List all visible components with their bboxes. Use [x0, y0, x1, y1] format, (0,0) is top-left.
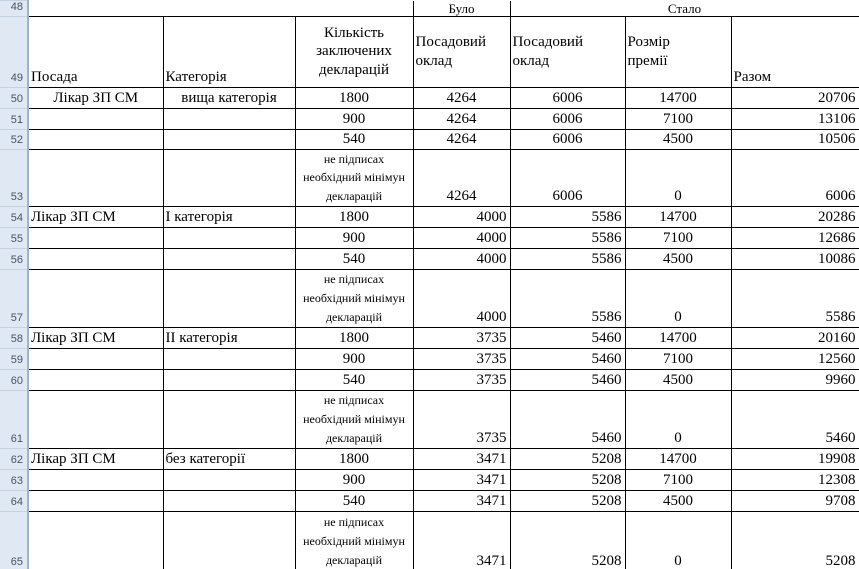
cell-razom[interactable]: 5586 — [731, 269, 859, 327]
row-header[interactable]: 55 — [0, 227, 28, 248]
cell-razom[interactable]: 12308 — [731, 469, 859, 490]
cell-bulo-oklad[interactable]: 4000 — [413, 206, 510, 227]
cell-premia[interactable]: 4500 — [625, 129, 731, 149]
cell-bulo-oklad[interactable]: 3735 — [413, 390, 510, 448]
cell-kategoria[interactable] — [163, 369, 295, 390]
cell-razom[interactable]: 20286 — [731, 206, 859, 227]
cell-kategoria[interactable]: без категорії — [163, 448, 295, 469]
cell-declarations[interactable]: 900 — [295, 348, 413, 369]
cell-razom[interactable]: 9708 — [731, 490, 859, 511]
cell-bulo-oklad[interactable]: 3471 — [413, 511, 510, 569]
cell-premia[interactable]: 7100 — [625, 227, 731, 248]
cell-kategoria[interactable] — [163, 390, 295, 448]
row-header[interactable]: 56 — [0, 248, 28, 269]
cell-declarations[interactable]: не підписах необхідний мінімун декларацій — [295, 269, 413, 327]
cell-bulo-oklad[interactable]: 3471 — [413, 490, 510, 511]
cell-kategoria[interactable] — [163, 129, 295, 149]
cell-razom[interactable]: 10506 — [731, 129, 859, 149]
cell-declarations[interactable]: 1800 — [295, 87, 413, 108]
cell-stalo-oklad[interactable]: 5586 — [510, 227, 625, 248]
cell-bulo-oklad[interactable]: 3735 — [413, 327, 510, 348]
cell-stalo-oklad[interactable]: 5208 — [510, 511, 625, 569]
cell-premia[interactable]: 0 — [625, 149, 731, 206]
cell-posada[interactable] — [28, 390, 163, 448]
cell-posada[interactable]: Лікар ЗП СМ — [28, 327, 163, 348]
cell-razom[interactable]: 20706 — [731, 87, 859, 108]
cell-razom[interactable]: 20160 — [731, 327, 859, 348]
cell-razom[interactable]: 19908 — [731, 448, 859, 469]
cell-razom[interactable]: 9960 — [731, 369, 859, 390]
cell-premia[interactable]: 14700 — [625, 206, 731, 227]
cell-kategoria[interactable] — [163, 108, 295, 129]
row-header[interactable]: 61 — [0, 390, 28, 448]
row-header[interactable]: 64 — [0, 490, 28, 511]
cell-posada[interactable]: Лікар ЗП СМ — [28, 87, 163, 108]
cell-stalo-oklad[interactable]: 5208 — [510, 469, 625, 490]
cell-stalo-oklad[interactable]: 5460 — [510, 327, 625, 348]
cell-premia[interactable]: 0 — [625, 390, 731, 448]
row-header[interactable]: 53 — [0, 149, 28, 206]
group-header-bulo[interactable]: Було — [413, 1, 510, 17]
cell-kategoria[interactable] — [163, 227, 295, 248]
cell-premia[interactable]: 4500 — [625, 248, 731, 269]
cell-declarations[interactable]: 900 — [295, 469, 413, 490]
cell-declarations[interactable]: 900 — [295, 108, 413, 129]
cell-declarations[interactable]: не підписах необхідний мінімун декларацій — [295, 149, 413, 206]
cell-stalo-oklad[interactable]: 5460 — [510, 348, 625, 369]
cell-kategoria[interactable] — [163, 348, 295, 369]
cell-razom[interactable]: 10086 — [731, 248, 859, 269]
cell-kategoria[interactable]: вища категорія — [163, 87, 295, 108]
cell-posada[interactable] — [28, 269, 163, 327]
row-header[interactable]: 65 — [0, 511, 28, 569]
cell-bulo-oklad[interactable]: 4264 — [413, 129, 510, 149]
cell-declarations[interactable]: не підписах необхідний мінімун декларацій — [295, 511, 413, 569]
cell-declarations[interactable]: 540 — [295, 248, 413, 269]
cell-premia[interactable]: 0 — [625, 269, 731, 327]
cell-posada[interactable] — [28, 108, 163, 129]
cell-stalo-oklad[interactable]: 5208 — [510, 448, 625, 469]
cell-premia[interactable]: 7100 — [625, 108, 731, 129]
cell-stalo-oklad[interactable]: 5586 — [510, 269, 625, 327]
cell-razom[interactable]: 6006 — [731, 149, 859, 206]
cell-posada[interactable] — [28, 227, 163, 248]
cell-posada[interactable] — [28, 511, 163, 569]
cell-bulo-oklad[interactable]: 4000 — [413, 269, 510, 327]
cell-bulo-oklad[interactable]: 4000 — [413, 227, 510, 248]
col-header-premia[interactable]: Розмір премії — [625, 16, 731, 87]
row-header[interactable]: 48 — [0, 1, 28, 17]
cell-premia[interactable]: 14700 — [625, 87, 731, 108]
cell-kategoria[interactable] — [163, 490, 295, 511]
cell-razom[interactable]: 5460 — [731, 390, 859, 448]
cell-premia[interactable]: 14700 — [625, 448, 731, 469]
cell-razom[interactable]: 12560 — [731, 348, 859, 369]
cell-bulo-oklad[interactable]: 3471 — [413, 469, 510, 490]
cell-bulo-oklad[interactable]: 4264 — [413, 149, 510, 206]
cell-kategoria[interactable]: І категорія — [163, 206, 295, 227]
cell-stalo-oklad[interactable]: 6006 — [510, 149, 625, 206]
cell-posada[interactable] — [28, 129, 163, 149]
cell-stalo-oklad[interactable]: 5460 — [510, 369, 625, 390]
row-header[interactable]: 50 — [0, 87, 28, 108]
cell-bulo-oklad[interactable]: 4264 — [413, 87, 510, 108]
cell-premia[interactable]: 4500 — [625, 490, 731, 511]
cell-bulo-oklad[interactable]: 3735 — [413, 369, 510, 390]
cell-posada[interactable]: Лікар ЗП СМ — [28, 448, 163, 469]
col-header-stalo-oklad[interactable]: Посадовий оклад — [510, 16, 625, 87]
row-header[interactable]: 59 — [0, 348, 28, 369]
cell-posada[interactable] — [28, 149, 163, 206]
cell-premia[interactable]: 7100 — [625, 469, 731, 490]
row-header[interactable]: 54 — [0, 206, 28, 227]
cell-kategoria[interactable] — [163, 269, 295, 327]
row-header[interactable]: 51 — [0, 108, 28, 129]
cell-stalo-oklad[interactable]: 6006 — [510, 87, 625, 108]
row-header[interactable]: 63 — [0, 469, 28, 490]
row-header[interactable]: 52 — [0, 129, 28, 149]
cell-posada[interactable] — [28, 348, 163, 369]
cell-premia[interactable]: 4500 — [625, 369, 731, 390]
cell-stalo-oklad[interactable]: 5586 — [510, 248, 625, 269]
cell-stalo-oklad[interactable]: 5208 — [510, 490, 625, 511]
row-header[interactable]: 60 — [0, 369, 28, 390]
cell-declarations[interactable]: 540 — [295, 129, 413, 149]
cell-declarations[interactable]: 900 — [295, 227, 413, 248]
col-header-bulo-oklad[interactable]: Посадовий оклад — [413, 16, 510, 87]
cell-declarations[interactable]: 540 — [295, 490, 413, 511]
cell-stalo-oklad[interactable]: 5586 — [510, 206, 625, 227]
cell-razom[interactable]: 5208 — [731, 511, 859, 569]
cell-premia[interactable]: 0 — [625, 511, 731, 569]
cell-stalo-oklad[interactable]: 6006 — [510, 129, 625, 149]
cell-declarations[interactable]: 1800 — [295, 327, 413, 348]
cell-bulo-oklad[interactable]: 3471 — [413, 448, 510, 469]
cell-razom[interactable]: 12686 — [731, 227, 859, 248]
col-header-posada[interactable]: Посада — [28, 16, 163, 87]
col-header-razom[interactable]: Разом — [731, 16, 859, 87]
row-header[interactable]: 57 — [0, 269, 28, 327]
cell-stalo-oklad[interactable]: 5460 — [510, 390, 625, 448]
row-header[interactable]: 58 — [0, 327, 28, 348]
cell-posada[interactable] — [28, 490, 163, 511]
cell-premia[interactable]: 14700 — [625, 327, 731, 348]
cell-declarations[interactable]: 1800 — [295, 448, 413, 469]
cell-kategoria[interactable] — [163, 511, 295, 569]
cell-bulo-oklad[interactable]: 4000 — [413, 248, 510, 269]
cell-declarations[interactable]: 1800 — [295, 206, 413, 227]
cell-posada[interactable] — [28, 248, 163, 269]
cell-posada[interactable] — [28, 469, 163, 490]
cell-bulo-oklad[interactable]: 4264 — [413, 108, 510, 129]
group-header-stalo[interactable]: Стало — [510, 1, 859, 17]
row-header[interactable]: 49 — [0, 16, 28, 87]
cell-posada[interactable]: Лікар ЗП СМ — [28, 206, 163, 227]
cell-kategoria[interactable] — [163, 248, 295, 269]
cell-premia[interactable]: 7100 — [625, 348, 731, 369]
cell-stalo-oklad[interactable]: 6006 — [510, 108, 625, 129]
row-header[interactable]: 62 — [0, 448, 28, 469]
cell-kategoria[interactable] — [163, 469, 295, 490]
cell-kategoria[interactable]: ІІ категорія — [163, 327, 295, 348]
cell-posada[interactable] — [28, 369, 163, 390]
cell-empty[interactable] — [28, 1, 413, 17]
cell-declarations[interactable]: 540 — [295, 369, 413, 390]
cell-razom[interactable]: 13106 — [731, 108, 859, 129]
cell-declarations[interactable]: не підписах необхідний мінімун декларацій — [295, 390, 413, 448]
col-header-kategoria[interactable]: Категорія — [163, 16, 295, 87]
cell-kategoria[interactable] — [163, 149, 295, 206]
cell-bulo-oklad[interactable]: 3735 — [413, 348, 510, 369]
col-header-declarations[interactable]: Кількість заключених декларацій — [295, 16, 413, 87]
